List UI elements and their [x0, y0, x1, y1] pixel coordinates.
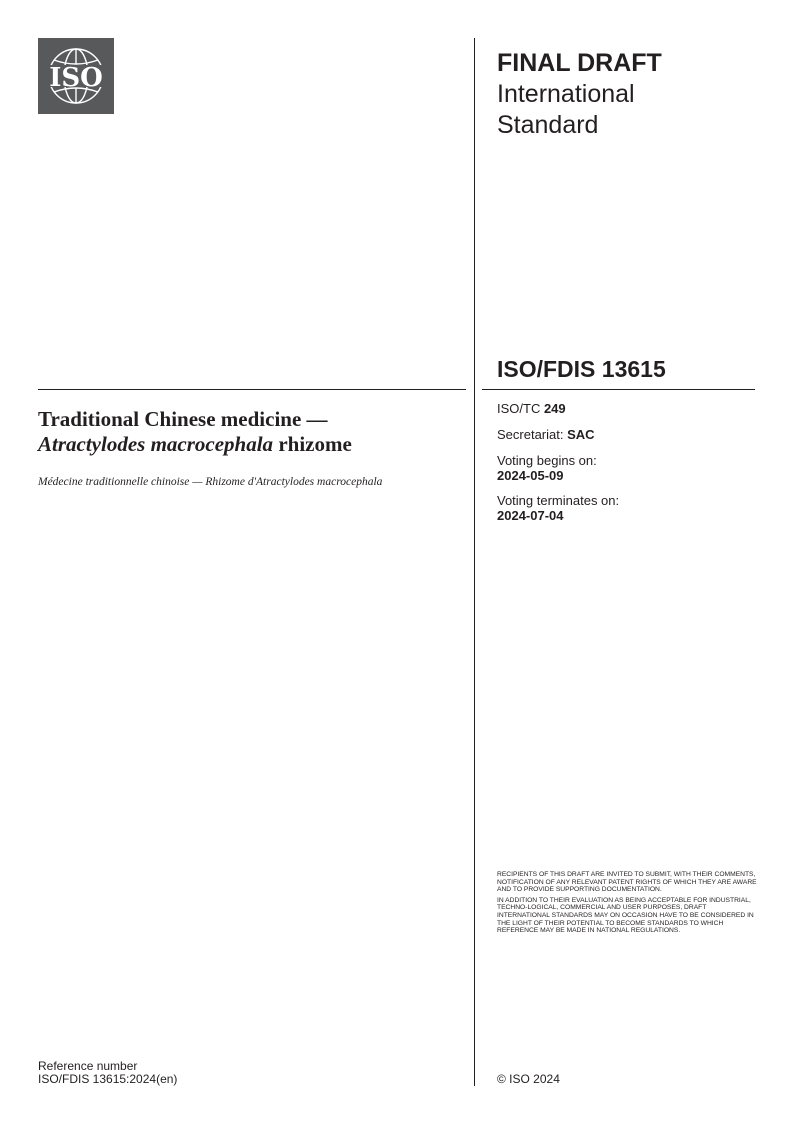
secretariat-label: Secretariat: — [497, 427, 568, 442]
number-rule — [482, 389, 755, 390]
document-metadata — [497, 401, 755, 533]
tc-value: 249 — [543, 401, 566, 416]
doc-kind-line2: Standard — [497, 111, 599, 139]
title-rule — [38, 389, 466, 390]
voting-ends-date: 2024-07-04 — [497, 508, 564, 523]
draft-notice — [497, 871, 759, 938]
notice-para-1: RECIPIENTS OF THIS DRAFT ARE INVITED TO SUBMIT, WITH THEIR COMMENTS, NOTIFICATION OF ANY RELEVANT PATENT RIGHTS OF WHICH THEY ARE AWARE AND TO PROVIDE SUPPORTING DOCUMENTATION. — [497, 871, 757, 894]
document-type — [497, 48, 757, 141]
secretariat-value: SAC — [567, 427, 595, 442]
reference-value: ISO/FDIS 13615:2024(en) — [38, 1072, 178, 1086]
iso-logo — [38, 38, 114, 114]
globe-icon — [38, 38, 114, 114]
document-title — [38, 407, 458, 457]
copyright: © ISO 2024 — [497, 1072, 560, 1086]
reference-label: Reference number — [38, 1059, 138, 1073]
voting-ends-label: Voting terminates on: — [497, 493, 620, 508]
species-name: Atractylodes macrocephala — [38, 432, 274, 456]
voting-ends — [497, 493, 755, 523]
title-line2-rest: rhizome — [273, 432, 352, 456]
secretariat — [497, 427, 755, 442]
voting-begins-date: 2024-05-09 — [497, 468, 564, 483]
voting-begins-label: Voting begins on: — [497, 453, 597, 468]
logo-text: ISO — [49, 63, 103, 93]
document-number: ISO/FDIS 13615 — [497, 356, 666, 382]
title-line1: Traditional Chinese medicine — — [38, 407, 328, 431]
notice-para-2: IN ADDITION TO THEIR EVALUATION AS BEING ACCEPTABLE FOR INDUSTRIAL, TECHNO-LOGICAL, COMMERCIAL AND USER PURPOSES, DRAFT INTERNATIONAL STANDARDS MAY ON OCCASION HAVE TO BE CONSIDERED IN THE LIGHT OF THEIR POTENTIAL TO BECOME STANDARDS TO WHICH REFERENCE MAY BE MADE IN NATIONAL REGULATIONS. — [497, 896, 754, 935]
doc-kind-line1: International — [497, 80, 635, 108]
column-divider — [474, 38, 475, 1086]
voting-begins — [497, 453, 755, 483]
tc-label: ISO/TC — [497, 401, 544, 416]
french-title: Médecine traditionnelle chinoise — Rhizome d'Atractylodes macrocephala — [38, 476, 383, 488]
technical-committee — [497, 401, 755, 416]
doc-stage: FINAL DRAFT — [497, 49, 662, 77]
reference-number — [38, 1060, 177, 1086]
title-line2 — [38, 432, 458, 457]
